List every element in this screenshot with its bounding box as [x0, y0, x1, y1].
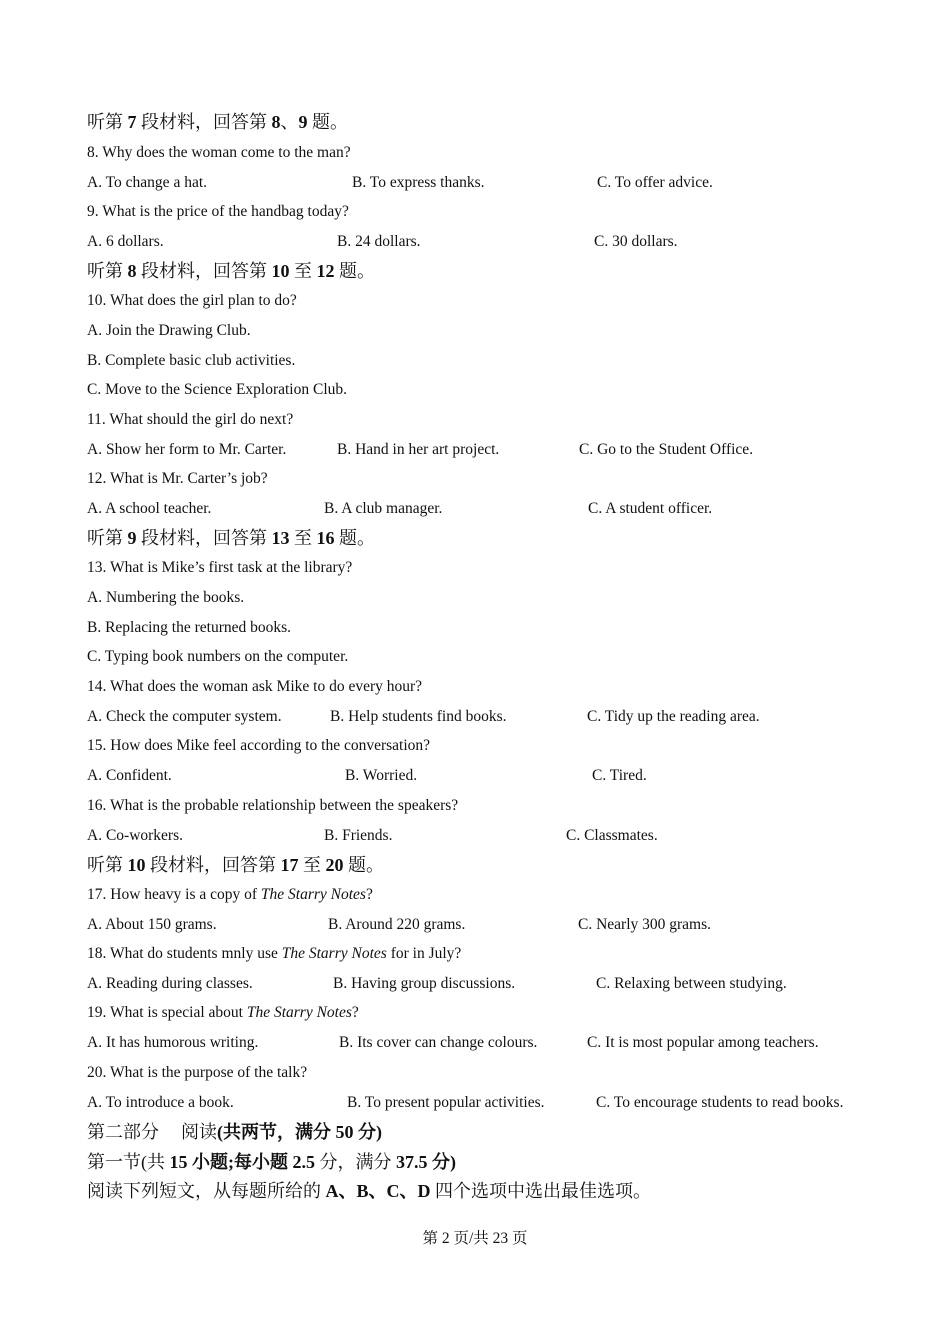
- q15-option-c: C. Tired.: [592, 767, 647, 784]
- section-text: 分): [427, 1152, 456, 1172]
- section-text: 题。: [334, 261, 375, 281]
- q11-option-b: B. Hand in her art project.: [337, 441, 500, 458]
- q18-option-c: C. Relaxing between studying.: [596, 975, 787, 992]
- section-text: 题。: [334, 528, 375, 548]
- section-header-7: [87, 110, 348, 134]
- stem-text: ?: [365, 886, 373, 903]
- q19-option-c: C. It is most popular among teachers.: [587, 1034, 819, 1051]
- section-number: 8: [127, 261, 137, 281]
- q13-option-c: C. Typing book numbers on the computer.: [87, 648, 349, 665]
- q14-option-b: B. Help students find books.: [330, 708, 507, 725]
- q8-option-c: C. To offer advice.: [597, 174, 713, 191]
- q16-option-c: C. Classmates.: [566, 827, 658, 844]
- q10-option-b: B. Complete basic club activities.: [87, 352, 296, 369]
- section-header-10: [87, 853, 384, 877]
- question-18-stem: [87, 944, 461, 964]
- q12-option-a: A. A school teacher.: [87, 500, 212, 517]
- q15-option-b: B. Worried.: [345, 767, 418, 784]
- part-title: 第二部分: [87, 1122, 159, 1142]
- stem-text: 18. What do students mnly use: [87, 945, 282, 962]
- q11-option-c: C. Go to the Student Office.: [579, 441, 754, 458]
- question-number: 9: [298, 112, 308, 132]
- question-number: 16: [316, 528, 335, 548]
- section-one-header: [87, 1150, 456, 1174]
- section-text: 至: [298, 855, 326, 875]
- question-19-stem: [87, 1003, 359, 1023]
- question-16-stem: 16. What is the probable relationship between the speakers?: [87, 797, 459, 814]
- question-number: 12: [316, 261, 335, 281]
- section-text: 听第: [87, 112, 128, 132]
- question-number: 20: [325, 855, 344, 875]
- section-text: 段材料，回答第: [136, 112, 272, 132]
- q8-option-b: B. To express thanks.: [352, 174, 485, 191]
- section-text: 题。: [307, 112, 348, 132]
- section-text: 听第: [87, 855, 128, 875]
- option-letters: A、B、C、D: [325, 1181, 431, 1201]
- question-15-stem: 15. How does Mike feel according to the conversation?: [87, 737, 431, 754]
- reading-instruction: [87, 1179, 651, 1203]
- q9-option-b: B. 24 dollars.: [337, 233, 421, 250]
- section-header-8: [87, 259, 375, 283]
- section-text: 小题;每小题: [187, 1152, 293, 1172]
- part-two-header: [87, 1120, 382, 1144]
- section-text: 、: [280, 112, 299, 132]
- part-label: 阅读: [181, 1122, 217, 1142]
- section-text: 听第: [87, 261, 128, 281]
- q10-option-a: A. Join the Drawing Club.: [87, 322, 251, 339]
- section-text: 段材料，回答第: [145, 855, 281, 875]
- section-text: 至: [289, 261, 317, 281]
- section-number: 10: [127, 855, 146, 875]
- question-14-stem: 14. What does the woman ask Mike to do every hour?: [87, 678, 423, 695]
- q10-option-c: C. Move to the Science Exploration Club.: [87, 381, 348, 398]
- section-text: 听第: [87, 528, 128, 548]
- q19-option-a: A. It has humorous writing.: [87, 1034, 259, 1051]
- q17-option-b: B. Around 220 grams.: [328, 916, 466, 933]
- q18-option-a: A. Reading during classes.: [87, 975, 253, 992]
- q14-option-a: A. Check the computer system.: [87, 708, 282, 725]
- q9-option-a: A. 6 dollars.: [87, 233, 164, 250]
- q12-option-b: B. A club manager.: [324, 500, 443, 517]
- stem-text: 17. How heavy is a copy of: [87, 886, 261, 903]
- q13-option-b: B. Replacing the returned books.: [87, 619, 292, 636]
- score-total: 37.5: [396, 1152, 428, 1172]
- q17-option-c: C. Nearly 300 grams.: [578, 916, 712, 933]
- part-detail: (共两节，满分: [217, 1122, 336, 1142]
- question-number: 17: [280, 855, 299, 875]
- question-10-stem: 10. What does the girl plan to do?: [87, 292, 297, 309]
- question-13-stem: 13. What is Mike’s first task at the library?: [87, 559, 353, 576]
- stem-text: for in July?: [386, 945, 462, 962]
- section-text: 段材料，回答第: [136, 528, 272, 548]
- instruction-text: 四个选项中选出最佳选项。: [430, 1181, 652, 1201]
- question-11-stem: 11. What should the girl do next?: [87, 411, 294, 428]
- q13-option-a: A. Numbering the books.: [87, 589, 245, 606]
- question-8-stem: 8. Why does the woman come to the man?: [87, 144, 351, 161]
- book-title: The Starry Notes: [260, 886, 366, 903]
- question-number: 13: [271, 528, 290, 548]
- q20-option-c: C. To encourage students to read books.: [596, 1094, 844, 1111]
- question-number: 10: [271, 261, 290, 281]
- q20-option-a: A. To introduce a book.: [87, 1094, 234, 1111]
- question-17-stem: [87, 885, 373, 905]
- score-each: 2.5: [292, 1152, 315, 1172]
- question-12-stem: 12. What is Mr. Carter’s job?: [87, 470, 268, 487]
- section-text: 题。: [343, 855, 384, 875]
- section-text: 第一节(共: [87, 1152, 170, 1172]
- question-20-stem: 20. What is the purpose of the talk?: [87, 1064, 308, 1081]
- q9-option-c: C. 30 dollars.: [594, 233, 678, 250]
- q19-option-b: B. Its cover can change colours.: [339, 1034, 538, 1051]
- q16-option-a: A. Co-workers.: [87, 827, 183, 844]
- stem-text: 19. What is special about: [87, 1004, 247, 1021]
- section-number: 9: [127, 528, 137, 548]
- q17-option-a: A. About 150 grams.: [87, 916, 217, 933]
- instruction-text: 阅读下列短文，从每题所给的: [87, 1181, 326, 1201]
- book-title: The Starry Notes: [281, 945, 387, 962]
- book-title: The Starry Notes: [246, 1004, 352, 1021]
- q18-option-b: B. Having group discussions.: [333, 975, 516, 992]
- stem-text: ?: [351, 1004, 359, 1021]
- part-detail: 分): [353, 1122, 382, 1142]
- q14-option-c: C. Tidy up the reading area.: [587, 708, 760, 725]
- page-footer: 第 2 页/共 23 页: [422, 1230, 528, 1247]
- question-number: 8: [271, 112, 281, 132]
- question-count: 15: [169, 1152, 188, 1172]
- section-text: 至: [289, 528, 317, 548]
- section-header-9: [87, 526, 375, 550]
- q12-option-c: C. A student officer.: [588, 500, 713, 517]
- q16-option-b: B. Friends.: [324, 827, 393, 844]
- q20-option-b: B. To present popular activities.: [347, 1094, 545, 1111]
- section-number: 7: [127, 112, 137, 132]
- part-score: 50: [335, 1122, 354, 1142]
- question-9-stem: 9. What is the price of the handbag today?: [87, 203, 349, 220]
- section-text: 段材料，回答第: [136, 261, 272, 281]
- section-text: 分，满分: [315, 1152, 396, 1172]
- q11-option-a: A. Show her form to Mr. Carter.: [87, 441, 287, 458]
- q8-option-a: A. To change a hat.: [87, 174, 208, 191]
- q15-option-a: A. Confident.: [87, 767, 172, 784]
